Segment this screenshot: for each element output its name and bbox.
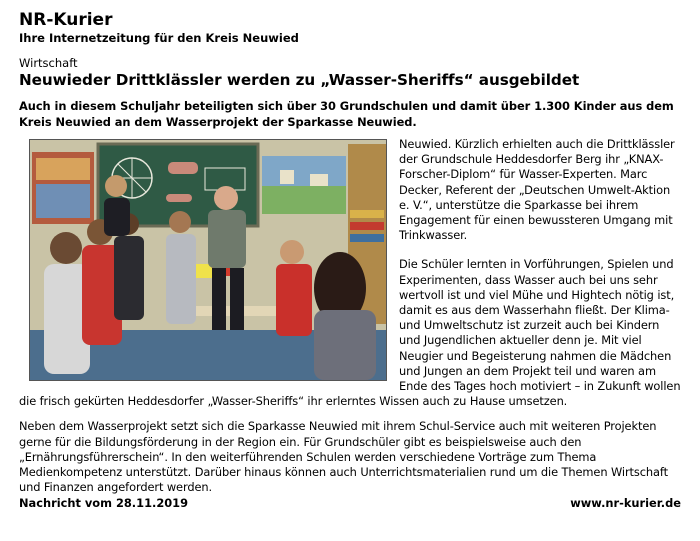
article-paragraph: Die Schüler lernten in Vorführungen, Spielen und Experimenten, dass Wasser auch bei uns sehr wertvoll ist und viel Mühe und Hightech nötig ist, damit es aus dem Wasserhahn fließt. Der Klima- und Umweltschutz ist zurzeit auch bei Kindern und Jugendlichen aktueller denn je. Mit viel Neugier und Begeisterung nahmen die Mädchen und Jungen an dem Projekt teil und waren am Ende des Tages hoch motiviert – in Zukunft wollen die frisch gekürten Heddesdorfer „Wasser-Sheriffs“ ihr erlerntes Wissen auch zu Hause umsetzen.	[19, 257, 681, 409]
article-headline: Neuwieder Drittklässler werden zu „Wasser-Sheriffs“ ausgebildet	[19, 71, 580, 89]
site-tagline: Ihre Internetzeitung für den Kreis Neuwied	[19, 31, 299, 45]
site-url-link[interactable]: www.nr-kurier.de	[570, 496, 681, 510]
site-name: NR-Kurier	[19, 10, 113, 30]
publication-date: Nachricht vom 28.11.2019	[19, 496, 189, 510]
article-page	[19, 10, 681, 495]
article-category: Wirtschaft	[19, 56, 78, 70]
article-lead: Auch in diesem Schuljahr beteiligten sich über 30 Grundschulen und damit über 1.300 Kinder aus dem Kreis Neuwied an dem Wasserprojekt der Sparkasse Neuwied.	[19, 99, 674, 129]
article-photo	[29, 139, 387, 381]
article-footer	[19, 496, 681, 512]
article-paragraph: Neben dem Wasserprojekt setzt sich die Sparkasse Neuwied mit ihrem Schul-Service auch mit weiteren Projekten gerne für die Bildungsförderung in der Region ein. Für Grundschüler gibt es beispielsweise auch den „Ernährungsführerschein“. In den weiterführenden Schulen werden verschiedene Vorträge zum Thema Medienkompetenz unterstützt. Darüber hinaus können auch Unterrichtsmaterialien rund um die Themen Wirtschaft und Finanzen angefordert werden.	[19, 419, 668, 495]
article-body	[19, 137, 681, 495]
article-paragraph: Neuwied. Kürzlich erhielten auch die Drittklässler der Grundschule Heddesdorfer Berg ihr „KNAX-Forscher-Diplom“ für Wasser-Experten. Marc Decker, Referent der „Deutschen Umwelt-Aktion e. V.“, unterstütze die Sparkasse bei ihrem Engagement für einen bewussteren Umgang mit Trinkwasser.	[399, 137, 675, 243]
